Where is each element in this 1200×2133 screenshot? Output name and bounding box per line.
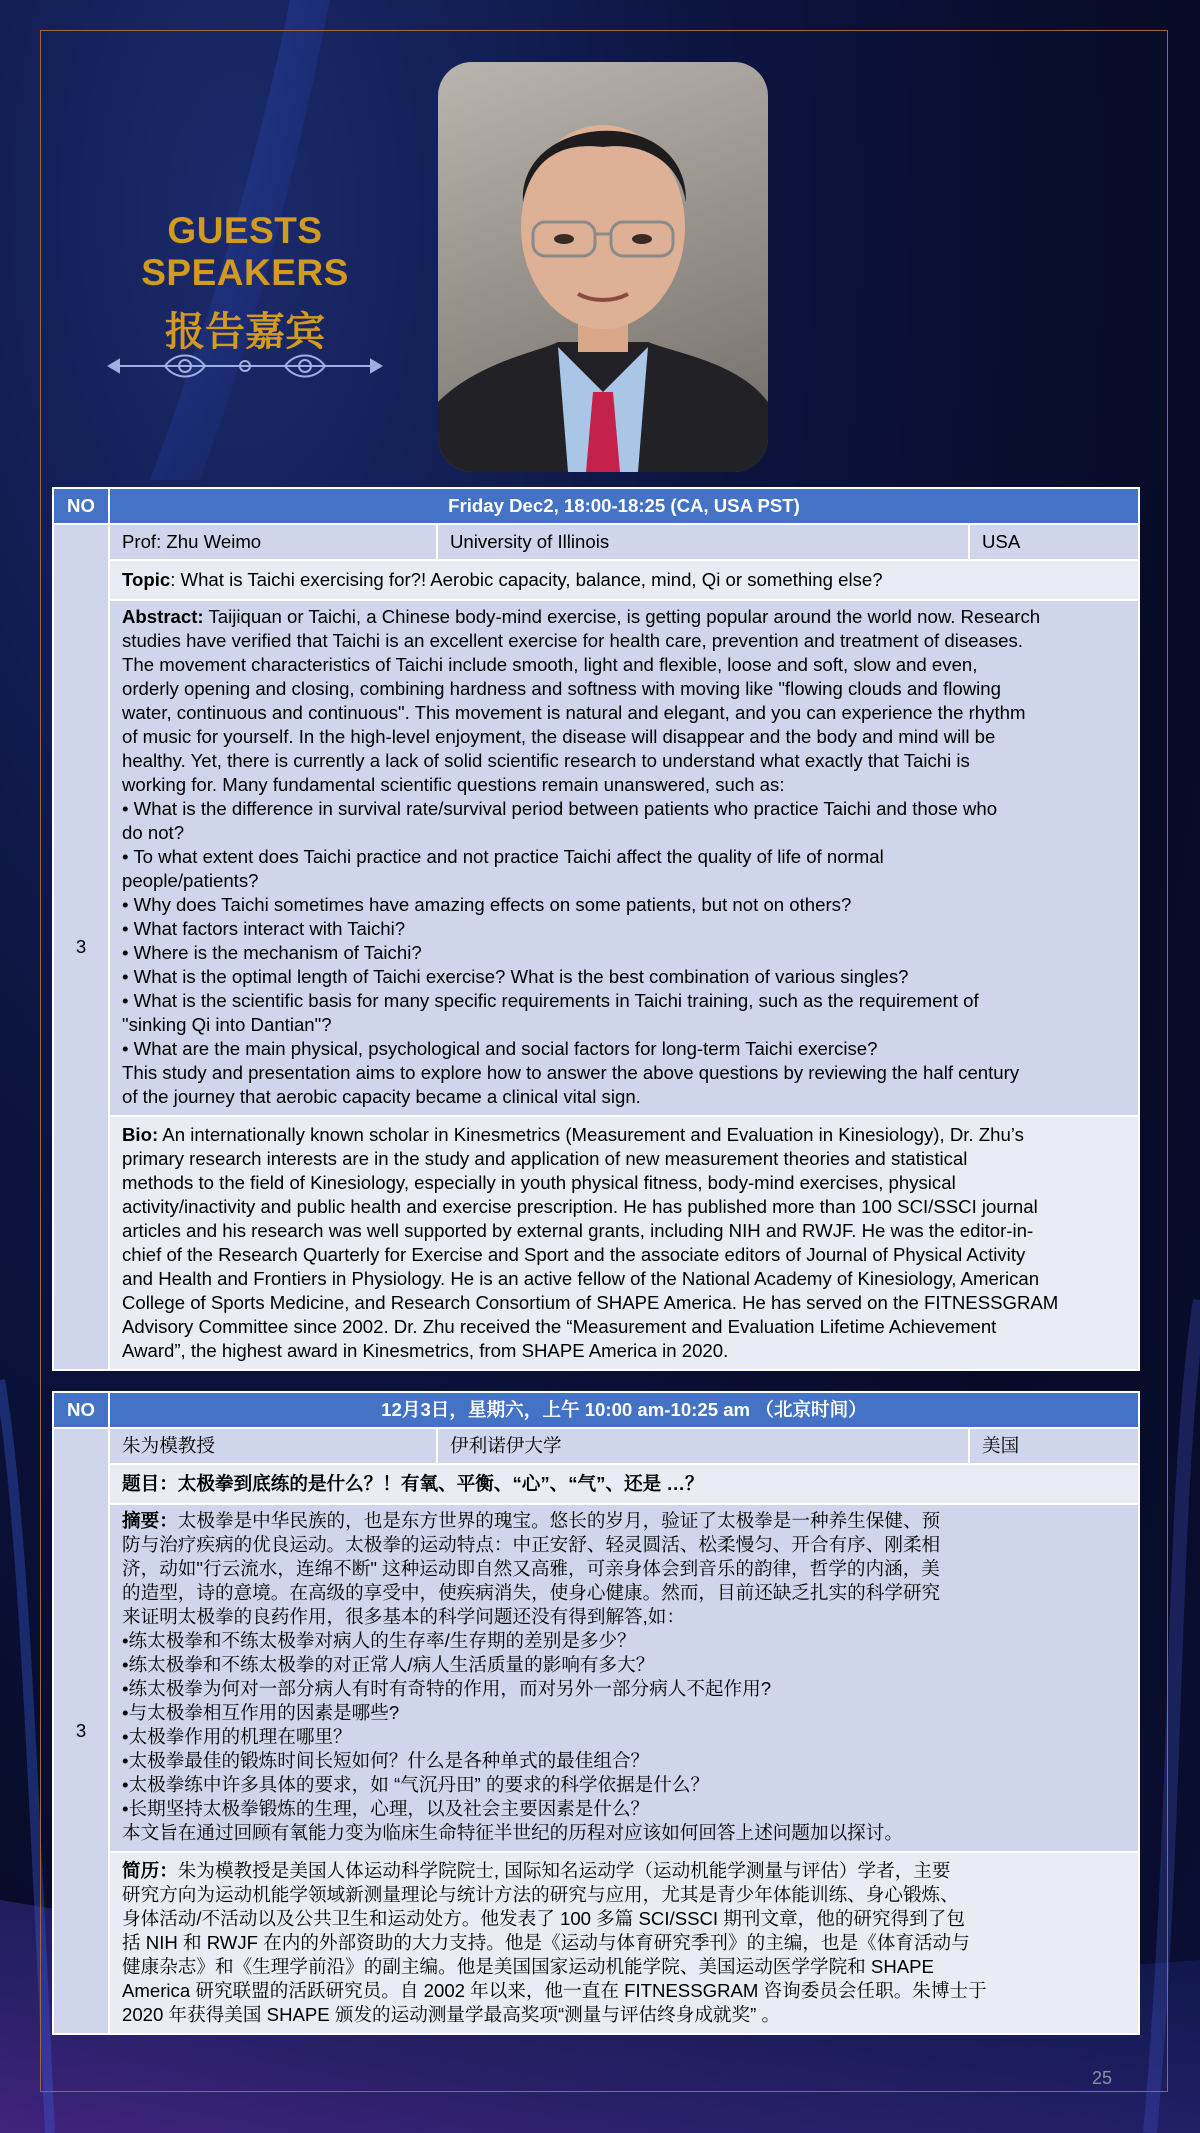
bio-label: Bio: (122, 1124, 159, 1145)
bio-line: 朱为模教授是美国人体运动科学院院士, 国际知名运动学（运动机能学测量与评估）学者，主要 (177, 1860, 951, 1881)
abstract-line: working for. Many fundamental scientific questions remain unanswered, such as: (122, 774, 785, 795)
bio-label: 简历： (122, 1860, 178, 1881)
speaker-name: Prof: Zhu Weimo (109, 524, 437, 560)
speaker-country: USA (969, 524, 1139, 560)
abstract-line: "sinking Qi into Dantian"? (122, 1014, 332, 1035)
bio-line: articles and his research was well supported by external grants, including NIH and RWJF. He was the editor-in- (122, 1220, 1034, 1241)
bio-line: America 研究联盟的活跃研究员。自 2002 年以来，他一直在 FITNESSGRAM 咨询委员会任职。朱博士于 (122, 1980, 987, 2001)
talk-topic: 题目：太极拳到底练的是什么？！有氧、平衡、“心”、“气”、还是 …？ (109, 1464, 1139, 1504)
abstract-line: 防与治疗疾病的优良运动。太极拳的运动特点：中正安舒、轻灵圆活、松柔慢匀、开合有序、刚柔相 (122, 1534, 941, 1555)
no-header: NO (53, 488, 109, 524)
heading-chinese: 报告嘉宾 (165, 310, 325, 354)
abstract-label: 摘要： (122, 1510, 178, 1531)
heading-english: GUESTS SPEAKERS (141, 210, 349, 293)
abstract-line: •太极拳作用的机理在哪里？ (122, 1726, 352, 1747)
bio-line: chief of the Research Quarterly for Exercise and Sport and the associate editors of Journal of Physical Activity (122, 1244, 1026, 1265)
topic-text: : What is Taichi exercising for?! Aerobic capacity, balance, mind, Qi or something else? (170, 569, 883, 590)
speaker-portrait-icon (438, 62, 768, 472)
abstract-line: The movement characteristics of Taichi include smooth, light and flexible, loose and soft, slow and even, (122, 654, 978, 675)
english-schedule-table (52, 487, 1140, 1371)
abstract-line: •练太极拳和不练太极拳的对正常人/病人生活质量的影响有多大？ (122, 1654, 655, 1675)
abstract-line: • What are the main physical, psychological and social factors for long-term Taichi exercise? (122, 1038, 878, 1059)
page-number: 25 (1092, 2068, 1113, 2088)
abstract-line: 济，动如"行云流水，连绵不断" 这种运动即自然又高雅，可亲身体会到音乐的韵律，哲学的内涵，美 (122, 1558, 940, 1579)
bio-line: An internationally known scholar in Kinesmetrics (Measurement and Evaluation in Kinesiology), Dr. Zhu’s (158, 1124, 1024, 1145)
session-number: 3 (53, 524, 109, 1370)
abstract-line: •练太极拳为何对一部分病人有时有奇特的作用，而对另外一部分病人不起作用? (122, 1678, 772, 1699)
abstract-line: Taijiquan or Taichi, a Chinese body-mind exercise, is getting popular around the world now. Research (203, 606, 1041, 627)
abstract-line: 来证明太极拳的良药作用，很多基本的科学问题还没有得到解答,如： (122, 1606, 685, 1627)
bio-line: 2020 年获得美国 SHAPE 颁发的运动测量学最高奖项“测量与评估终身成就奖” 。 (122, 2004, 781, 2025)
abstract-line: of music for yourself. In the high-level enjoyment, the disease will disappear and the body and mind will be (122, 726, 996, 747)
bio-line: 括 NIH 和 RWJF 在内的外部资助的大力支持。他是《运动与体育研究季刊》的主编，也是《体育活动与 (122, 1932, 970, 1953)
abstract-line: • What is the optimal length of Taichi exercise? What is the best combination of various singles? (122, 966, 909, 987)
abstract-line: • What is the scientific basis for many specific requirements in Taichi training, such as the requirement of (122, 990, 979, 1011)
speaker-institution: University of Illinois (437, 524, 969, 560)
abstract-line: studies have verified that Taichi is an excellent exercise for health care, prevention and treatment of diseases. (122, 630, 1023, 651)
bio-line: 身体活动/不活动以及公共卫生和运动处方。他发表了 100 多篇 SCI/SSCI 期刊文章，他的研究得到了包 (122, 1908, 965, 1929)
abstract-line: 太极拳是中华民族的，也是东方世界的瑰宝。悠长的岁月，验证了太极拳是一种养生保健、预 (177, 1510, 941, 1531)
abstract-line: people/patients? (122, 870, 259, 891)
bio-line: Award”, the highest award in Kinesmetrics, from SHAPE America in 2020. (122, 1340, 729, 1361)
bio-line: 研究方向为运动机能学领域新测量理论与统计方法的研究与应用，尤其是青少年体能训练、身心锻炼、 (122, 1884, 959, 1905)
ornament-divider-icon (105, 344, 385, 388)
abstract-line: 的造型，诗的意境。在高级的享受中，使疾病消失，使身心健康。然而，目前还缺乏扎实的科学研究 (122, 1582, 941, 1603)
abstract-line: of the journey that aerobic capacity became a clinical vital sign. (122, 1086, 641, 1107)
no-header: NO (53, 1392, 109, 1428)
abstract-line: •太极拳最佳的锻炼时间长短如何？什么是各种单式的最佳组合？ (122, 1750, 650, 1771)
abstract-line: orderly opening and closing, combining hardness and softness with moving like "flowing clouds and flowing (122, 678, 1001, 699)
bio-line: 健康杂志》和《生理学前沿》的副主编。他是美国国家运动机能学院、美国运动医学学院和 SHAPE (122, 1956, 934, 1977)
bio-line: College of Sports Medicine, and Research Consortium of SHAPE America. He has served on the FITNESSGRAM (122, 1292, 1059, 1313)
speaker-photo (438, 62, 768, 472)
speaker-name: 朱为模教授 (109, 1428, 437, 1464)
abstract-line: •练太极拳和不练太极拳对病人的生存率/生存期的差别是多少？ (122, 1630, 636, 1651)
biography (109, 1852, 1139, 2034)
bio-line: Advisory Committee since 2002. Dr. Zhu received the “Measurement and Evaluation Lifetime Achievement (122, 1316, 997, 1337)
abstract-line: • Why does Taichi sometimes have amazing effects on some patients, but not on others? (122, 894, 852, 915)
abstract-line: • To what extent does Taichi practice and not practice Taichi affect the quality of life of normal (122, 846, 884, 867)
abstract-label: Abstract: (122, 606, 204, 627)
abstract-line: do not? (122, 822, 185, 843)
session-time: Friday Dec2, 18:00-18:25 (CA, USA PST) (109, 488, 1139, 524)
biography (109, 1116, 1139, 1370)
bio-line: primary research interests are in the study and application of new measurement theories and statistical (122, 1148, 968, 1169)
speaker-institution: 伊利诺伊大学 (437, 1428, 969, 1464)
bio-line: methods to the field of Kinesiology, especially in youth physical fitness, body-mind exercises, physical (122, 1172, 956, 1193)
topic-label: Topic (122, 569, 171, 590)
chinese-schedule-table (52, 1391, 1140, 2035)
abstract-line: 本文旨在通过回顾有氧能力变为临床生命特征半世纪的历程对应该如何回答上述问题加以探讨。 (122, 1822, 903, 1843)
guest-speakers-heading (60, 210, 430, 357)
talk-topic (109, 560, 1139, 600)
abstract-line: water, continuous and continuous". This movement is natural and elegant, and you can experience the rhythm (122, 702, 1026, 723)
abstract-line: • What factors interact with Taichi? (122, 918, 406, 939)
bio-line: and Health and Frontiers in Physiology. He is an active fellow of the National Academy of Kinesiology, American (122, 1268, 1040, 1289)
abstract-line: • Where is the mechanism of Taichi? (122, 942, 422, 963)
abstract-line: This study and presentation aims to explore how to answer the above questions by reviewing the half century (122, 1062, 1020, 1083)
abstract-line: •与太极拳相互作用的因素是哪些? (122, 1702, 400, 1723)
abstract-line: healthy. Yet, there is currently a lack of solid scientific research to understand what exactly that Taichi is (122, 750, 970, 771)
abstract-line: •太极拳练中许多具体的要求，如 “气沉丹田” 的要求的科学依据是什么？ (122, 1774, 710, 1795)
bio-line: activity/inactivity and public health and exercise prescription. He has published more than 100 SCI/SSCI journal (122, 1196, 1038, 1217)
abstract (109, 600, 1139, 1116)
abstract (109, 1504, 1139, 1852)
speaker-country: 美国 (969, 1428, 1139, 1464)
abstract-line: • What is the difference in survival rate/survival period between patients who practice Taichi and those who (122, 798, 998, 819)
abstract-line: •长期坚持太极拳锻炼的生理，心理，以及社会主要因素是什么？ (122, 1798, 650, 1819)
session-time: 12月3日，星期六，上午 10:00 am-10:25 am （北京时间） (109, 1392, 1139, 1428)
session-number: 3 (53, 1428, 109, 2034)
